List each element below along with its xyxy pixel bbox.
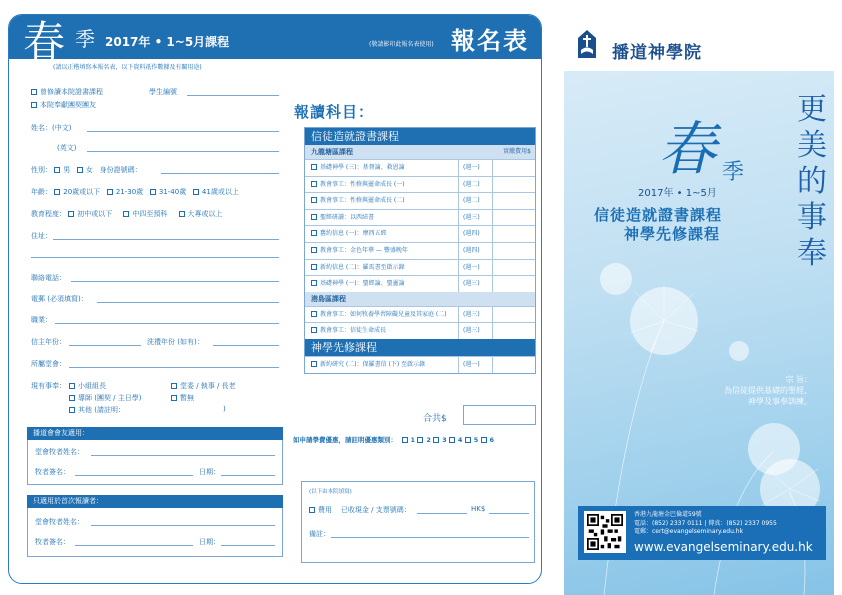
course-day: (週一) — [459, 260, 493, 276]
course-row[interactable] — [305, 192, 535, 209]
checkbox[interactable] — [311, 327, 317, 333]
region-header: 港島區課程 — [305, 292, 535, 306]
course-fee-field[interactable] — [493, 260, 535, 276]
checkbox[interactable] — [69, 407, 75, 413]
checkbox[interactable] — [402, 437, 408, 443]
checkbox[interactable] — [311, 311, 317, 317]
discount-option[interactable]: 5 — [462, 436, 478, 444]
checkbox[interactable] — [449, 437, 455, 443]
header-spring-char: 春 — [23, 17, 66, 66]
date-label: 日期： — [199, 538, 220, 546]
contact-bar — [578, 506, 826, 560]
checkbox[interactable] — [54, 189, 60, 195]
checkbox[interactable] — [311, 280, 317, 286]
church-label: 所屬堂會： — [31, 360, 66, 368]
checkbox[interactable] — [311, 230, 317, 236]
faith-year-field[interactable] — [69, 345, 141, 346]
discount-option[interactable]: 4 — [447, 436, 463, 444]
checkbox[interactable] — [69, 383, 75, 389]
course-day: (週三) — [459, 307, 493, 323]
phone-field[interactable] — [71, 281, 279, 282]
checkbox[interactable] — [417, 437, 423, 443]
checkbox[interactable] — [465, 437, 471, 443]
checkbox[interactable] — [150, 189, 156, 195]
header-photocopy-note: (敬請影印此報名表使用) — [369, 41, 434, 48]
qr-code[interactable] — [584, 511, 626, 553]
course-name: 新約信息 (二)：羅馬書至啟示錄 — [320, 263, 405, 271]
pastor-name-field[interactable] — [91, 455, 275, 456]
discount-option[interactable]: 3 — [431, 436, 447, 444]
total-label: 合共$ — [423, 414, 447, 424]
service-option[interactable]: 小組組長 — [69, 381, 106, 391]
course-day: (週二) — [459, 193, 493, 209]
form-title: 報名表 — [451, 27, 529, 55]
form-header — [9, 15, 541, 66]
cover-panel — [564, 71, 834, 595]
checkbox[interactable] — [171, 383, 177, 389]
seminary-name: 播道神學院 — [612, 43, 702, 63]
course-name: 教會事工：信徒生命成長 — [320, 327, 387, 335]
education-row: 教育程度： 初中或以下 中四至預科 大專或以上 — [31, 210, 223, 218]
discount-option[interactable]: 1 — [399, 436, 415, 444]
checkbox[interactable] — [193, 189, 199, 195]
office-use-title: (以下由本院填寫) — [309, 489, 352, 495]
pastor-sign-label: 牧者簽名： — [35, 468, 70, 476]
course-fee-field[interactable] — [493, 307, 535, 323]
course-name: 教會事工：金色年華 — 豐盛晚年 — [320, 246, 408, 254]
seminary-logo-icon — [578, 30, 596, 58]
vertical-slogan-char: 更 — [797, 92, 827, 127]
course-name: 教會事工：如何牧養學習障礙兒童及其家庭 (二) — [320, 310, 447, 318]
baptism-year-label: 洗禮年份 (如有)： — [147, 338, 204, 346]
region-header: 九龍塘區課程 實繳費用$ — [305, 145, 535, 159]
checkbox[interactable] — [171, 395, 177, 401]
baptism-year-field[interactable] — [213, 345, 279, 346]
name-en-label: (英文) — [57, 144, 77, 152]
course-row[interactable] — [305, 275, 535, 292]
course-row[interactable] — [305, 209, 535, 226]
date-field[interactable] — [221, 475, 275, 476]
header-period: 2017年 • 1~5月課程 — [105, 35, 230, 49]
registration-form — [8, 14, 542, 584]
subjects-table — [304, 127, 536, 374]
checkbox[interactable] — [311, 164, 317, 170]
checkbox[interactable] — [107, 189, 113, 195]
pastor-sign-field[interactable] — [75, 475, 193, 476]
subjects-title: 報讀科目： — [294, 103, 375, 121]
total-field[interactable] — [463, 405, 536, 425]
course-day: (週三) — [459, 276, 493, 292]
contact-details: 香港九龍塘金巴倫道59號 電話：(852) 2337 0111 | 傳真：(852) 2337 0955 電郵：cert@evangelseminary.edu.hk — [634, 511, 777, 535]
service-label: 現有事奉： — [31, 382, 66, 390]
church-field[interactable] — [69, 367, 279, 368]
vertical-slogan-char: 奉 — [797, 236, 827, 271]
checkbox[interactable] — [69, 395, 75, 401]
checkbox[interactable] — [311, 247, 317, 253]
course-name: 舊約信息 (一)：摩西五經 — [320, 230, 387, 238]
course-day: (週二) — [459, 177, 493, 193]
course-fee-field[interactable] — [493, 276, 535, 292]
amount-field[interactable] — [489, 513, 529, 514]
cover-spring-char: 春 — [658, 115, 717, 183]
cover-season-char: 季 — [722, 160, 745, 185]
course-day: (週三) — [459, 323, 493, 339]
email-field[interactable] — [97, 302, 279, 303]
course-name: 基礎神學 (三)：基督論、救恩論 — [320, 164, 405, 171]
course-day: (週一) — [459, 160, 493, 176]
pastor-name-label: 堂會牧者姓名： — [35, 518, 84, 526]
pastor-sign-field[interactable] — [75, 545, 193, 546]
checkbox[interactable] — [123, 211, 129, 217]
name-en-field[interactable] — [87, 151, 279, 152]
church-member-box-title: 播道會會友適用： — [27, 427, 283, 440]
address-label: 住址： — [31, 232, 52, 240]
age-row: 年齡： 20歲或以下 21-30歲 31-40歲 41歲或以上 — [31, 188, 239, 196]
date-field[interactable] — [221, 545, 275, 546]
discount-option[interactable]: 6 — [478, 436, 494, 444]
vertical-slogan-char: 美 — [797, 128, 827, 163]
course-row[interactable] — [305, 159, 535, 176]
checkbox[interactable] — [311, 181, 317, 187]
remark-field[interactable] — [331, 537, 529, 538]
website-link[interactable]: www.evangelseminary.edu.hk — [634, 540, 813, 554]
checkbox[interactable] — [311, 264, 317, 270]
course-fee-field[interactable] — [493, 323, 535, 339]
checkbox[interactable] — [31, 89, 37, 95]
course-row[interactable] — [305, 176, 535, 193]
job-field[interactable] — [55, 323, 279, 324]
course-name: 教會事工：性格與靈命成長 (一) — [320, 180, 405, 188]
checkbox[interactable] — [311, 197, 317, 203]
remark-label: 備註： — [309, 530, 330, 538]
service-option[interactable]: 導師 (團契 / 主日學) — [69, 393, 142, 403]
job-label: 職業： — [31, 316, 52, 324]
course-row[interactable] — [305, 306, 535, 323]
checkbox[interactable] — [311, 361, 317, 367]
course-fee-field[interactable] — [493, 177, 535, 193]
course-day: (週一) — [459, 357, 493, 373]
email-label: 電郵 (必須填寫)： — [31, 295, 88, 303]
course-name: 基礎神學 (一)：聖經論、聖靈論 — [320, 280, 405, 288]
checkbox-female[interactable] — [77, 167, 83, 173]
phone-label: 聯絡電話： — [31, 274, 66, 282]
category-header: 神學先修課程 — [305, 339, 535, 356]
office-fee-row: 費用 已收現金 / 支票號碼： — [309, 505, 411, 515]
course-fee-field[interactable] — [493, 226, 535, 242]
date-label: 日期： — [199, 468, 220, 476]
pastor-name-field[interactable] — [91, 525, 275, 526]
fee-column-label: 實繳費用$ — [503, 148, 531, 155]
checkbox-male[interactable] — [54, 167, 60, 173]
cover-course-2: 神學先修課程 — [624, 225, 721, 243]
course-row[interactable] — [305, 225, 535, 242]
course-fee-field[interactable] — [493, 210, 535, 226]
form-instruction: (請以正楷填寫本報名表，以下資料祇作數據及有關用途) — [53, 64, 202, 71]
service-other-close: ) — [223, 405, 226, 413]
checkbox[interactable] — [31, 102, 37, 108]
id-no-field[interactable] — [161, 173, 279, 174]
course-name: 教會事工：性格與靈命成長 (二) — [320, 197, 405, 205]
checkbox[interactable] — [311, 214, 317, 220]
qr-code-graphic — [587, 514, 623, 550]
course-row[interactable] — [305, 259, 535, 276]
vertical-slogan — [792, 92, 832, 272]
service-option[interactable]: 暫無 — [171, 393, 194, 403]
course-fee-field[interactable] — [493, 243, 535, 259]
cover-period: 2017年 • 1~5月 — [638, 188, 717, 199]
discount-option[interactable]: 2 — [415, 436, 431, 444]
checkbox[interactable] — [309, 507, 315, 513]
checkbox[interactable] — [68, 211, 74, 217]
fellowship-checkbox-row[interactable]: 本院奉獻團契團友 — [31, 100, 96, 110]
course-row[interactable] — [305, 356, 535, 373]
course-name: 新約研究 (二)：保羅書信 (下) 至啟示錄 — [320, 360, 426, 368]
vertical-slogan-char: 事 — [797, 200, 827, 235]
name-zh-field[interactable] — [87, 131, 279, 132]
course-row[interactable] — [305, 322, 535, 339]
course-row[interactable] — [305, 242, 535, 259]
checkbox[interactable] — [179, 211, 185, 217]
checkbox[interactable] — [433, 437, 439, 443]
first-time-box-title: 只適用於首次報讀者： — [27, 495, 283, 508]
course-name: 聖經研讀：以西結書 — [320, 213, 375, 221]
graduate-checkbox-row[interactable]: 曾修讀本院證書課程 — [31, 87, 103, 97]
faith-year-label: 信主年份： — [31, 338, 66, 346]
checkbox[interactable] — [481, 437, 487, 443]
course-fee-field[interactable] — [493, 160, 535, 176]
service-other[interactable]: 其他 (請註明： — [69, 405, 125, 415]
course-fee-field[interactable] — [493, 357, 535, 373]
course-day: (週四) — [459, 243, 493, 259]
cheque-no-field[interactable] — [417, 513, 467, 514]
course-day: (週三) — [459, 210, 493, 226]
pastor-name-label: 堂會牧者姓名： — [35, 448, 84, 456]
cover-course-1: 信徒造就證書課程 — [594, 206, 723, 224]
gender-row: 性別： 男 女 身份證號碼： — [31, 166, 142, 174]
discount-row: 如申請學費優惠，請註明優惠類別： 1 2 3 4 5 6 — [293, 436, 495, 444]
address-field-2[interactable] — [31, 257, 279, 258]
pastor-sign-label: 牧者簽名： — [35, 538, 70, 546]
vertical-slogan-char: 的 — [797, 164, 827, 199]
header-season-char: 季 — [75, 27, 95, 51]
mission-statement: 宗 旨： 為信徒提供基礎的聖經、 神學及事奉訓練。 — [724, 375, 812, 406]
category-header: 信徒造就證書課程 — [305, 128, 535, 145]
course-day: (週四) — [459, 226, 493, 242]
address-field-1[interactable] — [53, 239, 279, 240]
course-fee-field[interactable] — [493, 193, 535, 209]
service-option[interactable]: 堂委 / 執事 / 長老 — [171, 381, 236, 391]
student-no-label: 學生編號 — [149, 88, 177, 96]
student-no-field[interactable] — [187, 95, 279, 96]
name-zh-label: 姓名：(中文) — [31, 124, 72, 132]
currency-label: HK$ — [471, 505, 486, 513]
